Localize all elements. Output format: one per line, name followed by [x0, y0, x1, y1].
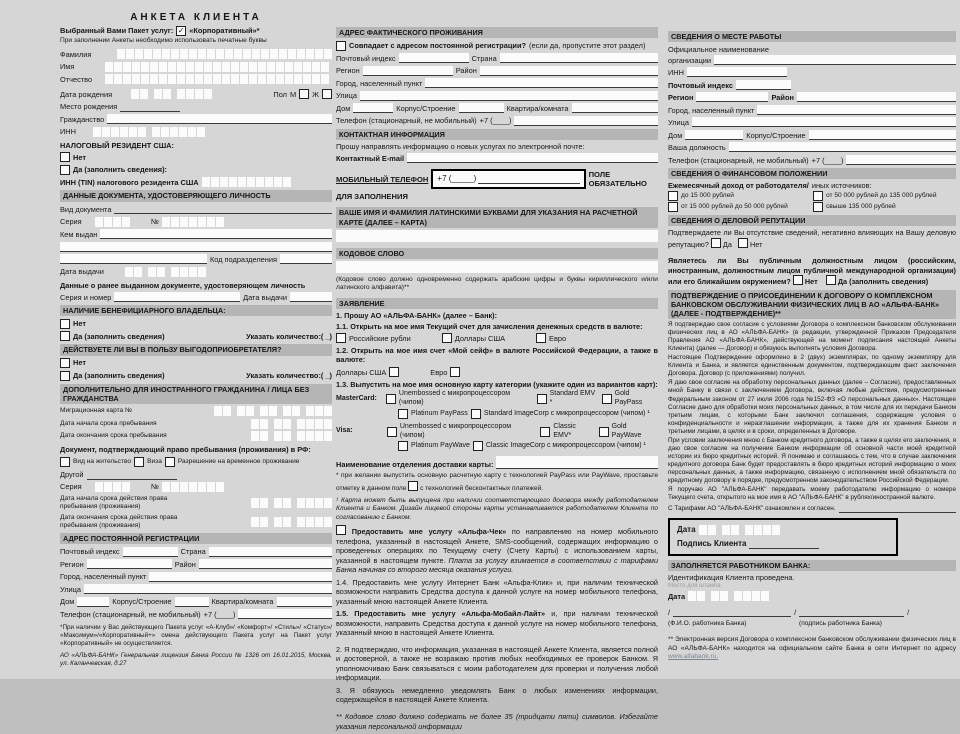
temp-permit-label: Разрешение на временное проживание — [177, 457, 300, 465]
work-street-input[interactable] — [692, 117, 956, 127]
tariffs-statement: С Тарифами АО "АЛЬФА-БАНК" ознакомлен и согласен. — [668, 505, 836, 513]
safe-usd-checkbox[interactable] — [389, 367, 399, 377]
issue-date-label: Дата выдачи — [60, 266, 104, 276]
number-boxes[interactable] — [162, 217, 224, 227]
bank-license-note: АО «АЛЬФА-БАНК» Генеральная лицензия Банка России № 1326 от 16.01.2015, Москва, ул. Каланчевская, д.27 — [60, 651, 332, 667]
beneficial-no-checkbox[interactable] — [60, 319, 70, 329]
right-end-label: Дата окончания срока действия права пребывания (проживания) — [60, 513, 178, 529]
region-label: Регион — [336, 66, 360, 76]
package-footnote: *При наличии у Вас действующего Пакета услуг «А-Клуб»/ «Комфорт»/ «Стиль»/ «Статус»/ «Максимум»/«Корпоративный+» смена действующего Пакета услуг на Пакет услуг «Корпоративный» не осуществляется. — [60, 624, 332, 648]
work-house-input[interactable] — [685, 130, 743, 140]
prev-issue-date-label: Дата выдачи — [243, 293, 287, 303]
visa-gold-paywave-label: Gold PayWave — [611, 422, 642, 439]
codeword-band: КОДОВОЕ СЛОВО — [336, 248, 658, 259]
statement-1-2: 1.2. Открыть на мое имя счет «Мой сейф» в валюте Российской Федерации, а также в валюте: — [336, 345, 658, 365]
mobile-phone-box[interactable] — [431, 169, 585, 189]
visa-classic-emv-label: Classic EMV* — [553, 422, 576, 439]
work-city-label: Город, населенный пункт — [668, 105, 755, 115]
income-3-label: от 15 000 рублей до 50 000 рублей — [681, 203, 788, 211]
position-label: Ваша должность — [668, 143, 726, 153]
country-input[interactable] — [209, 547, 332, 557]
visa-unembossed-label: Unembossed с микропроцессором (чипом) — [399, 422, 512, 439]
visa-label: Виза — [147, 457, 162, 465]
surname-label: Фамилия — [60, 49, 92, 59]
work-phone-prefix: +7 (____) — [811, 155, 844, 165]
division-code-input[interactable] — [280, 254, 332, 264]
beneficiary-quantity-label: Указать количество:( _) — [246, 370, 332, 380]
patronymic-label: Отчество — [60, 74, 93, 84]
reputation-yes-checkbox[interactable] — [711, 238, 721, 248]
district-input[interactable] — [199, 559, 332, 569]
latin-name-input[interactable] — [336, 230, 658, 242]
income-2-label: от 50 000 рублей до 135 000 рублей — [826, 192, 937, 200]
confirmation-para-1: Я подтверждаю свое согласие с условиями Договора о комплексном банковском обслуживании физических лиц в АО «АЛЬФА-БАНК» (в редакции, утвержденной Приказом Председателя Правления АО «АЛЬФА-БАНК», действующей на момент подписания настоящей Анкеты Клиента) (далее — Договор) и обязуюсь выполнять условия Договора. — [668, 321, 956, 353]
visa-gold-paywave-checkbox[interactable] — [599, 427, 609, 437]
beneficial-yes-checkbox[interactable] — [60, 331, 70, 341]
birth-date-label: Дата рождения — [60, 89, 113, 99]
visa-imagecorp-checkbox[interactable] — [473, 441, 483, 451]
reputation-no-checkbox[interactable] — [738, 238, 748, 248]
street-input[interactable] — [84, 584, 332, 594]
migration-card-label: Миграционная карта № — [60, 407, 133, 415]
same-address-label: Совпадает с адресом постоянной регистрации? — [349, 40, 527, 50]
city-input[interactable] — [149, 572, 332, 582]
stay-end-boxes[interactable] — [251, 431, 332, 441]
reputation-question — [668, 228, 956, 249]
doc-type-label: Вид документа — [60, 204, 112, 214]
residence-permit-label: Вид на жительство — [73, 457, 132, 465]
income-4-checkbox[interactable] — [813, 202, 823, 212]
postal-code-label: Почтовый индекс — [336, 53, 396, 63]
paypass-note — [336, 472, 658, 493]
reputation-band: СВЕДЕНИЯ О ДЕЛОВОЙ РЕПУТАЦИИ — [668, 215, 956, 226]
client-signature-box — [668, 518, 898, 556]
issued-by-input[interactable] — [100, 229, 332, 239]
birth-date-boxes[interactable] — [131, 89, 212, 99]
stamp-placeholder: Место для штампа — [668, 583, 721, 590]
building-input[interactable] — [459, 103, 504, 113]
middle-column — [336, 24, 658, 734]
currency-rub-checkbox[interactable] — [336, 333, 346, 343]
mobile-phone-prefix: +7 (_____) — [437, 174, 477, 184]
mc-platinum-paypass-label: Platinum PayPass — [411, 409, 468, 417]
mc-gold-paypass-label: Gold PayPass — [614, 390, 643, 407]
client-signature-label: Подпись Клиента — [677, 539, 747, 549]
statement-1-5-rest: и, при наличии технической возможности, направить Средства доступа к данной услуге на номер мобильного телефона, указанный мною в настоящей Анкете Клиента. — [336, 609, 658, 638]
work-postal-label: Почтовый индекс — [668, 80, 733, 90]
bank-employee-signature-caption: (подпись работника Банка) — [799, 619, 882, 627]
pep-question-text: Являетесь ли Вы публичным должностным лицом (российским, иностранным, должностным лицом публичной международной организации) или его ближайшим окружением? — [668, 256, 956, 287]
other-doc-input[interactable] — [87, 470, 177, 480]
apartment-input[interactable] — [572, 103, 659, 113]
bank-date-boxes[interactable] — [688, 591, 769, 601]
mobile-phone-input[interactable] — [478, 174, 579, 184]
card-delivery-input[interactable] — [496, 456, 658, 469]
org-name-input[interactable] — [714, 55, 956, 65]
visa-label: Visa: — [336, 427, 353, 435]
other-doc-label: Другой — [60, 470, 84, 480]
org-name-label-2: организации — [668, 55, 712, 65]
female-checkbox[interactable] — [322, 89, 332, 99]
work-phone-label: Телефон (стационарный, не мобильный) — [668, 155, 809, 165]
us-resident-no-label: Нет — [73, 152, 86, 162]
right-start-label: Дата начала срока действия права пребывания (проживания) — [60, 494, 168, 510]
codeword-note: (Кодовое слово должно одновременно содержать арабские цифры и буквы кириллического и/или латинского алфавита)** — [336, 275, 658, 292]
tariffs-signature-line[interactable] — [839, 503, 956, 513]
mc-imagecorp-checkbox[interactable] — [471, 409, 481, 419]
residence-doc-heading: Документ, подтверждающий право пребывания (проживания) в РФ: — [60, 445, 311, 455]
alfa-check-text: по направлению на номер мобильного телефона, указанный в настоящей Анкете, SMS-сообщений, содержащих информацию о проведенных операциях по Текущему счету (Счету Карты) с использованием карты, указанной в настоящем пункте. — [336, 527, 659, 565]
permit-number-label: № — [151, 482, 159, 492]
org-name-label-1: Официальное наименование — [668, 44, 769, 54]
client-signature-line[interactable] — [749, 539, 819, 549]
issue-date-boxes[interactable] — [125, 267, 206, 277]
right-column — [668, 28, 956, 665]
codeword-footnote: ** Кодовое слово должно содержать не более 35 (тридцати пяти) символов. Избегайте указания персональной информации — [336, 712, 658, 731]
mc-platinum-paypass-checkbox[interactable] — [398, 409, 408, 419]
building-label: Корпус/Строение — [112, 597, 172, 607]
building-input[interactable] — [175, 597, 209, 607]
contactless-checkbox[interactable] — [408, 481, 418, 491]
same-address-checkbox[interactable] — [336, 41, 346, 51]
division-code-label: Код подразделения — [209, 254, 277, 264]
alfabank-url-link[interactable]: www.alfabank.ru. — [668, 653, 719, 661]
city-label: Город, населенный пункт — [336, 78, 423, 88]
bank-use-band: ЗАПОЛНЯЕТСЯ РАБОТНИКОМ БАНКА: — [668, 560, 956, 571]
work-building-input[interactable] — [809, 130, 956, 140]
district-input[interactable] — [480, 66, 658, 76]
income-4-label: свыше 135 000 рублей — [826, 203, 896, 211]
male-checkbox[interactable] — [299, 89, 309, 99]
country-label: Страна — [180, 547, 206, 557]
tin-label: ИНН (TIN) налогового резидента США — [60, 177, 199, 187]
house-input[interactable] — [353, 103, 393, 113]
mandatory-field-note-2: ДЛЯ ЗАПОЛНЕНИЯ — [336, 191, 408, 201]
client-date-label: Дата — [677, 525, 696, 535]
prev-doc-heading: Данные о ранее выданном документе, удостоверяющем личность — [60, 280, 306, 290]
birth-place-input[interactable] — [120, 102, 180, 112]
postal-code-label: Почтовый индекс — [60, 547, 120, 557]
city-input[interactable] — [425, 78, 658, 88]
confirmation-para-5: Я поручаю АО "АЛЬФА-БАНК" передавать моему работодателю информацию о номере Текущего счета, открытого на мое имя в АО "АЛЬФА-БАНК" в рублях/иностранной валюте. — [668, 486, 956, 502]
form-title: АНКЕТА КЛИЕНТА — [130, 12, 262, 23]
phone-label: Телефон (стационарный, не мобильный) — [60, 609, 201, 619]
postal-code-input[interactable] — [399, 53, 469, 63]
bank-date-label: Дата — [668, 591, 686, 601]
mc-gold-paypass-checkbox[interactable] — [602, 394, 612, 404]
patronymic-boxes[interactable] — [105, 74, 329, 84]
slash-3: / — [907, 608, 910, 618]
residence-permit-checkbox[interactable] — [60, 457, 70, 467]
visa-unembossed-checkbox[interactable] — [387, 427, 397, 437]
alfa-check-checkbox[interactable] — [336, 525, 346, 535]
work-street-label: Улица — [668, 118, 689, 128]
client-date-boxes[interactable] — [699, 525, 780, 535]
mc-imagecorp-label: Standard ImageCorp с микропроцессором (чипом) ¹ — [483, 409, 650, 417]
work-district-label: Район — [771, 93, 794, 103]
bank-employee-name-line[interactable] — [673, 607, 791, 617]
reputation-no-label: Нет — [750, 239, 763, 249]
confirmation-para-3: Я даю свое согласие на обработку персональных данных (далее – Согласие), предоставленных мной Банку в связи с заключением Договора, включая любые действия, предусмотренные Федеральным законом от 27 июля 2006 года №152-ФЗ «О персональных данных». Настоящее Согласие дано для обработки моих персональных данных, в том числе для их передачи Банком третьим лицам, с которыми Банк заключил соглашения, содержащие условия о конфиденциальности и неразглашении информации, а также для их хранения Банком и третьими лицами, в целях и в сроки, определенных в Договоре. — [668, 379, 956, 435]
beneficiary-no-checkbox[interactable] — [60, 358, 70, 368]
phone-prefix: +7 (____) — [203, 609, 236, 619]
contact-info-band: КОНТАКТНАЯ ИНФОРМАЦИЯ — [336, 129, 658, 140]
pep-no-label: Нет — [804, 277, 818, 287]
postal-code-input[interactable] — [123, 547, 178, 557]
slash-2: / — [794, 608, 797, 618]
prev-issue-date-input[interactable] — [290, 292, 332, 302]
us-resident-heading: НАЛОГОВЫЙ РЕЗИДЕНТ США: — [60, 140, 174, 150]
phone-input[interactable] — [238, 609, 332, 619]
doc-type-input[interactable] — [114, 204, 332, 214]
apartment-label: Квартира/комната — [211, 597, 274, 607]
income-1-label: до 15 000 рублей — [681, 192, 734, 200]
apartment-input[interactable] — [277, 597, 333, 607]
tin-boxes[interactable] — [202, 177, 291, 187]
paypass-note-text-b: с технологией бесконтактных платежей. — [420, 485, 544, 492]
paypass-note-text-a: * при желании выпустить основную расчетную карту с технологией PayPass или PayWave, проставьте отметку в данном поле — [336, 472, 658, 492]
female-label: Ж — [312, 89, 319, 99]
income-label-rest: иных источников: — [811, 180, 872, 190]
mastercard-label: MasterCard: — [336, 394, 377, 402]
registration-address-band: АДРЕС ПОСТОЯННОЙ РЕГИСТРАЦИИ — [60, 533, 332, 544]
package-label: Выбранный Вами Пакет услуг: — [60, 26, 174, 36]
workplace-band: СВЕДЕНИЯ О МЕСТЕ РАБОТЫ — [668, 31, 956, 42]
identity-doc-band: ДАННЫЕ ДОКУМЕНТА, УДОСТОВЕРЯЮЩЕГО ЛИЧНОСТЬ — [60, 190, 332, 201]
print-note: При заполнении Анкеты необходимо использовать печатные буквы — [60, 37, 267, 44]
stay-start-label: Дата начала срока пребывания — [60, 419, 157, 427]
statement-band: ЗАЯВЛЕНИЕ — [336, 298, 658, 309]
statement-1: 1. Прошу АО «АЛЬФА-БАНК» (далее – Банк): — [336, 311, 497, 321]
email-note: Прошу направлять информацию о новых услугах по электронной почте: — [336, 141, 585, 151]
codeword-input[interactable] — [336, 261, 658, 273]
issued-by-input-2[interactable] — [60, 242, 332, 252]
currency-eur-checkbox[interactable] — [536, 333, 546, 343]
stay-end-label: Дата окончания срока пребывания — [60, 432, 167, 440]
pep-no-checkbox[interactable] — [793, 275, 803, 285]
building-label: Корпус/Строение — [396, 103, 456, 113]
currency-eur-label: Евро — [549, 333, 567, 343]
district-label: Район — [174, 559, 196, 569]
income-option-3 — [668, 202, 810, 212]
safe-eur-checkbox[interactable] — [450, 367, 460, 377]
region-input[interactable] — [363, 66, 453, 76]
birth-place-label: Место рождения — [60, 102, 118, 112]
visa-platinum-paywave-label: Platinum PayWave — [411, 442, 470, 450]
temp-permit-checkbox[interactable] — [165, 457, 175, 467]
work-inn-label: ИНН — [668, 68, 684, 78]
email-label: Контактный E-mail — [336, 154, 405, 164]
footnote-text: ** Электронная версия Договора о комплексном банковском обслуживании физических лиц в АО «АЛЬФА-БАНК» находится на официальном сайте Банка в сети Интернет по адресу — [668, 636, 956, 652]
actual-address-band: АДРЕС ФАКТИЧЕСКОГО ПРОЖИВАНИЯ — [336, 27, 658, 38]
statement-2: 2. Я подтверждаю, что информация, указанная в настоящей Анкете Клиента, является полной и достоверной, а также не возражаю против любых необходимых ее проверок Банком. Я уполномочиваю Банк связываться с моим работодателем для проверки и получения любой информации. — [336, 644, 658, 683]
region-label: Регион — [60, 559, 84, 569]
work-inn-input[interactable] — [687, 67, 787, 77]
sex-label: Пол — [273, 89, 287, 99]
name-boxes[interactable] — [105, 62, 329, 72]
bank-employee-signature-line[interactable] — [799, 607, 904, 617]
citizenship-input[interactable] — [107, 114, 332, 124]
alfa-check-bold: Предоставить мне услугу «Альфа-Чек» — [351, 527, 507, 537]
permit-number-boxes[interactable] — [162, 482, 224, 492]
series-label: Серия — [60, 216, 82, 226]
bank-employee-name-caption: (Ф.И.О. работника Банка) — [668, 619, 747, 627]
country-input[interactable] — [500, 53, 658, 63]
income-2-checkbox[interactable] — [813, 191, 823, 201]
permit-series-label: Серия — [60, 482, 82, 492]
district-label: Район — [455, 66, 477, 76]
house-label: Дом — [336, 103, 351, 113]
slash-1: / — [668, 608, 671, 618]
inn-label: ИНН — [60, 127, 76, 137]
house-label: Дом — [60, 597, 75, 607]
work-phone-input[interactable] — [846, 155, 956, 165]
right-start-boxes[interactable] — [251, 498, 332, 508]
work-region-label: Регион — [668, 93, 694, 103]
package-value: «Корпоративный»* — [189, 26, 260, 36]
street-input[interactable] — [360, 91, 658, 101]
foreign-citizen-band: ДОПОЛНИТЕЛЬНО ДЛЯ ИНОСТРАННОГО ГРАЖДАНИНА / ЛИЦА БЕЗ ГРАЖДАНСТВА — [60, 384, 332, 404]
income-3-checkbox[interactable] — [668, 202, 678, 212]
income-1-checkbox[interactable] — [668, 191, 678, 201]
citizenship-label: Гражданство — [60, 114, 105, 124]
beneficial-yes-label: Да (заполнить сведения) — [73, 331, 165, 341]
beneficiary-yes-checkbox[interactable] — [60, 371, 70, 381]
income-label-bold: Ежемесячный доход от работодателя/ — [668, 180, 809, 190]
surname-boxes[interactable] — [117, 49, 332, 59]
card-delivery-label: Наименование отделения доставки карты: — [336, 460, 494, 470]
us-resident-yes-label: Да (заполнить сведения): — [73, 165, 167, 175]
inn-boxes[interactable] — [93, 127, 205, 137]
currency-rub-label: Российские рубли — [349, 333, 411, 343]
statement-1-4: 1.4. Предоставить мне услугу Интернет Банк «Альфа-Клик» и, при наличии технической возможности направить Средства доступа к данной услуге на номер мобильного телефона, указанный мною настоящей Анкете Клиента. — [336, 577, 658, 606]
country-label: Страна — [471, 53, 497, 63]
name-label: Имя — [60, 62, 75, 72]
mc-unembossed-label: Unembossed с микропроцессором (чипом) — [398, 390, 511, 407]
reputation-yes-label: Да — [722, 239, 732, 249]
mobile-phone-label: МОБИЛЬНЫЙ ТЕЛЕФОН — [336, 174, 429, 184]
phone-label: Телефон (стационарный, не мобильный) — [336, 116, 477, 126]
apartment-label: Квартира/комната — [506, 103, 569, 113]
work-district-input[interactable] — [797, 92, 956, 102]
visa-classic-emv-checkbox[interactable] — [540, 427, 550, 437]
confirmation-band: ПОДТВЕРЖДЕНИЕ О ПРИСОЕДИНЕНИИ К ДОГОВОРУ О КОМПЛЕКСНОМ БАНКОВСКОМ ОБСЛУЖИВАНИИ ФИЗИЧЕСКИХ ЛИЦ В АО «АЛЬФА-БАНК» (ДАЛЕЕ - ПОДТВЕРЖДЕНИЕ)** — [668, 290, 956, 319]
confirmation-para-4: При условии заключения мною с Банком кредитного договора, а также в целях его заключения, я даю свое согласие на получение Банком информации об основной части моей кредитной истории из бюро кредитных историй. Я понимаю и соглашаюсь с тем, что в случае заключения кредитного договора Банк будет предоставлять в бюро кредитных историй информацию о моих персональных данных, а также информацию, связанную с исполнением мной обязательств по кредитному договору в порядке, предусмотренном законодательством Российской Федерации. — [668, 436, 957, 484]
same-address-note: (если да, пропустите этот раздел) — [529, 40, 646, 50]
financial-band: СВЕДЕНИЯ О ФИНАНСОВОМ ПОЛОЖЕНИИ — [668, 168, 956, 179]
alfa-check-italic: Плата за услугу взимается в соответствии с тарифами Банка начиная со второго месяца оказания услуги. — [336, 555, 658, 575]
beneficial-quantity-label: Указать количество:( _) — [246, 331, 332, 341]
house-input[interactable] — [77, 597, 109, 607]
beneficial-owner-band: НАЛИЧИЕ БЕНЕФИЦИАРНОГО ВЛАДЕЛЬЦА: — [60, 305, 332, 316]
visa-imagecorp-label: Classic ImageCorp с микропроцессором (чипом) ¹ — [485, 442, 646, 450]
email-input[interactable] — [407, 153, 658, 163]
safe-usd-label: Доллары США — [336, 367, 387, 377]
phone-input[interactable] — [514, 116, 658, 126]
region-input[interactable] — [87, 559, 172, 569]
pep-yes-checkbox[interactable] — [826, 275, 836, 285]
currency-usd-checkbox[interactable] — [442, 333, 452, 343]
male-label: М — [290, 89, 297, 99]
beneficiary-no-label: Нет — [73, 358, 86, 368]
statement-1-1: 1.1. Открыть на мое имя Текущий счет для зачисления денежных средств в валюте: — [336, 321, 643, 331]
visa-checkbox[interactable] — [134, 457, 144, 467]
safe-eur-label: Евро — [430, 367, 448, 377]
mc-standard-emv-label: Standard EMV * — [549, 390, 596, 407]
mandatory-field-note-1: ПОЛЕ ОБЯЗАТЕЛЬНО — [588, 169, 647, 189]
beneficial-no-label: Нет — [73, 319, 86, 329]
issued-by-label: Кем выдан — [60, 229, 98, 239]
city-label: Город, населенный пункт — [60, 572, 147, 582]
statement-1-3: 1.3. Выпустить на мое имя основную карту категории (укажите один из вариантов карт): — [336, 379, 658, 389]
permit-series-boxes[interactable] — [95, 482, 130, 492]
latin-name-band: ВАШЕ ИМЯ И ФАМИЛИЯ ЛАТИНСКИМИ БУКВАМИ ДЛЯ УКАЗАНИЯ НА РАСЧЕТНОЙ КАРТЕ (ДАЛЕЕ – КАРТА) — [336, 207, 658, 227]
statement-1-5 — [336, 609, 658, 637]
work-house-label: Дом — [668, 130, 683, 140]
beneficiary-band: ДЕЙСТВУЕТЕ ЛИ ВЫ В ПОЛЬЗУ ВЫГОДОПРИОБРЕТАТЕЛЯ? — [60, 344, 332, 355]
card-footnote-1: ¹ Карта может быть выпущена при наличии соответствующего договора между работодателем Клиента и Банком. Дизайн лицевой стороны карты устанавливается работодателем Клиента по согласованию с Банком. — [336, 496, 658, 521]
right-end-boxes[interactable] — [251, 517, 332, 527]
statement-1-5-bold: 1.5. Предоставить мне услугу «Альфа-Мобайл-Лайт» — [336, 609, 546, 619]
alfa-check-paragraph — [336, 525, 658, 574]
electronic-version-footnote — [668, 636, 956, 662]
street-label: Улица — [60, 584, 81, 594]
work-building-label: Корпус/Строение — [746, 130, 806, 140]
us-resident-no-checkbox[interactable] — [60, 152, 70, 162]
series-number-input[interactable] — [114, 292, 240, 302]
identification-note: Идентификация Клиента проведена. — [668, 573, 795, 583]
beneficiary-yes-label: Да (заполнить сведения) — [73, 370, 165, 380]
street-label: Улица — [336, 91, 357, 101]
number-label: № — [151, 216, 159, 226]
migration-card-boxes[interactable] — [214, 406, 332, 416]
work-region-input[interactable] — [696, 92, 768, 102]
reputation-question-text: Подтверждаете ли Вы отсутствие сведений, негативно влияющих на Вашу деловую репутацию? — [668, 228, 956, 249]
mc-unembossed-checkbox[interactable] — [386, 394, 396, 404]
position-input[interactable] — [729, 142, 956, 152]
work-postal-input[interactable] — [736, 80, 791, 90]
series-boxes[interactable] — [95, 217, 130, 227]
income-option-1 — [668, 191, 810, 201]
us-resident-yes-checkbox[interactable] — [60, 165, 70, 175]
confirmation-para-2: Настоящее Подтверждение оформлено в 2 (двух) экземплярах, по одному экземпляру для Клиента и Банка, и является единственным документом, подтверждающим факт заключения Договора. Договор (с приложениями) получил. — [668, 354, 956, 378]
mc-standard-emv-checkbox[interactable] — [537, 394, 547, 404]
package-checkbox-checked[interactable]: ✓ — [177, 26, 185, 35]
currency-usd-label: Доллары США — [454, 333, 506, 343]
phone-prefix: +7 (____) — [479, 116, 512, 126]
visa-platinum-paywave-checkbox[interactable] — [398, 441, 408, 451]
statement-3: 3. Я обязуюсь немедленно уведомлять Банк о любых изменениях информации, содержащейся в настоящей Анкете Клиента. — [336, 685, 658, 704]
work-city-input[interactable] — [757, 105, 956, 115]
issued-by-input-3[interactable] — [60, 254, 207, 264]
left-column — [60, 12, 332, 671]
stay-start-boxes[interactable] — [251, 419, 332, 429]
series-number-label: Серия и номер — [60, 293, 112, 303]
pep-question — [668, 256, 956, 286]
pep-yes-label: Да (заполнить сведения) — [837, 277, 929, 287]
